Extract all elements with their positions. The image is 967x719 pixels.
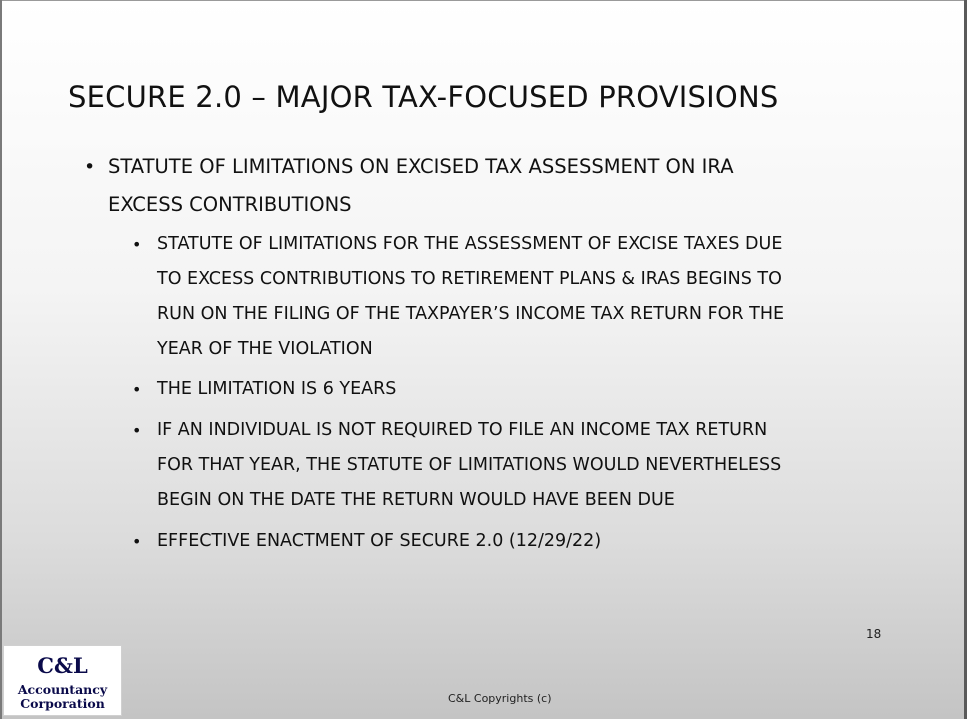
main-bullet: [84, 148, 868, 224]
sub-bullet-2-line-1: THE LIMITATION IS 6 YEARS: [157, 379, 397, 399]
slide-border-left: [0, 0, 2, 719]
bullet-dot: •: [132, 380, 142, 399]
bullet-dot: •: [132, 421, 142, 440]
sub-bullet-4: [132, 524, 897, 559]
sub-bullet-3: [132, 413, 897, 518]
sub-bullet-1-line-1: STATUTE OF LIMITATIONS FOR THE ASSESSMENT OF EXCISE TAXES DUE: [157, 234, 783, 254]
main-bullet-line-2: EXCESS CONTRIBUTIONS: [108, 193, 352, 216]
logo-mark: C&L: [37, 653, 88, 678]
logo-text-line-2: Corporation: [20, 696, 105, 711]
sub-bullet-1-line-2: TO EXCESS CONTRIBUTIONS TO RETIREMENT PLANS & IRAS BEGINS TO: [157, 269, 782, 289]
slide-border-top: [0, 0, 967, 1]
sub-bullet-3-line-1: IF AN INDIVIDUAL IS NOT REQUIRED TO FILE AN INCOME TAX RETURN: [157, 420, 768, 440]
sub-bullet-1-line-3: RUN ON THE FILING OF THE TAXPAYER’S INCOME TAX RETURN FOR THE: [157, 304, 785, 324]
sub-bullet-1-line-4: YEAR OF THE VIOLATION: [157, 339, 373, 359]
sub-bullet-3-line-2: FOR THAT YEAR, THE STATUTE OF LIMITATIONS WOULD NEVERTHELESS: [157, 455, 782, 475]
bullet-dot: •: [132, 235, 142, 254]
sub-bullet-3-line-3: BEGIN ON THE DATE THE RETURN WOULD HAVE BEEN DUE: [157, 490, 675, 510]
company-logo: [3, 645, 122, 716]
bullet-dot: •: [84, 156, 96, 178]
sub-bullet-2: [132, 372, 897, 407]
sub-bullet-4-line-1: EFFECTIVE ENACTMENT OF SECURE 2.0 (12/29/22): [157, 531, 602, 551]
main-bullet-line-1: STATUTE OF LIMITATIONS ON EXCISED TAX ASSESSMENT ON IRA: [108, 155, 734, 178]
footer-copyright: C&L Copyrights (c): [448, 692, 552, 705]
page-number: 18: [866, 627, 882, 641]
slide-title: SECURE 2.0 – MAJOR TAX-FOCUSED PROVISIONS: [68, 80, 779, 114]
sub-bullet-1: [132, 227, 897, 367]
bullet-dot: •: [132, 532, 142, 551]
logo-text-line-1: Accountancy: [17, 682, 108, 697]
